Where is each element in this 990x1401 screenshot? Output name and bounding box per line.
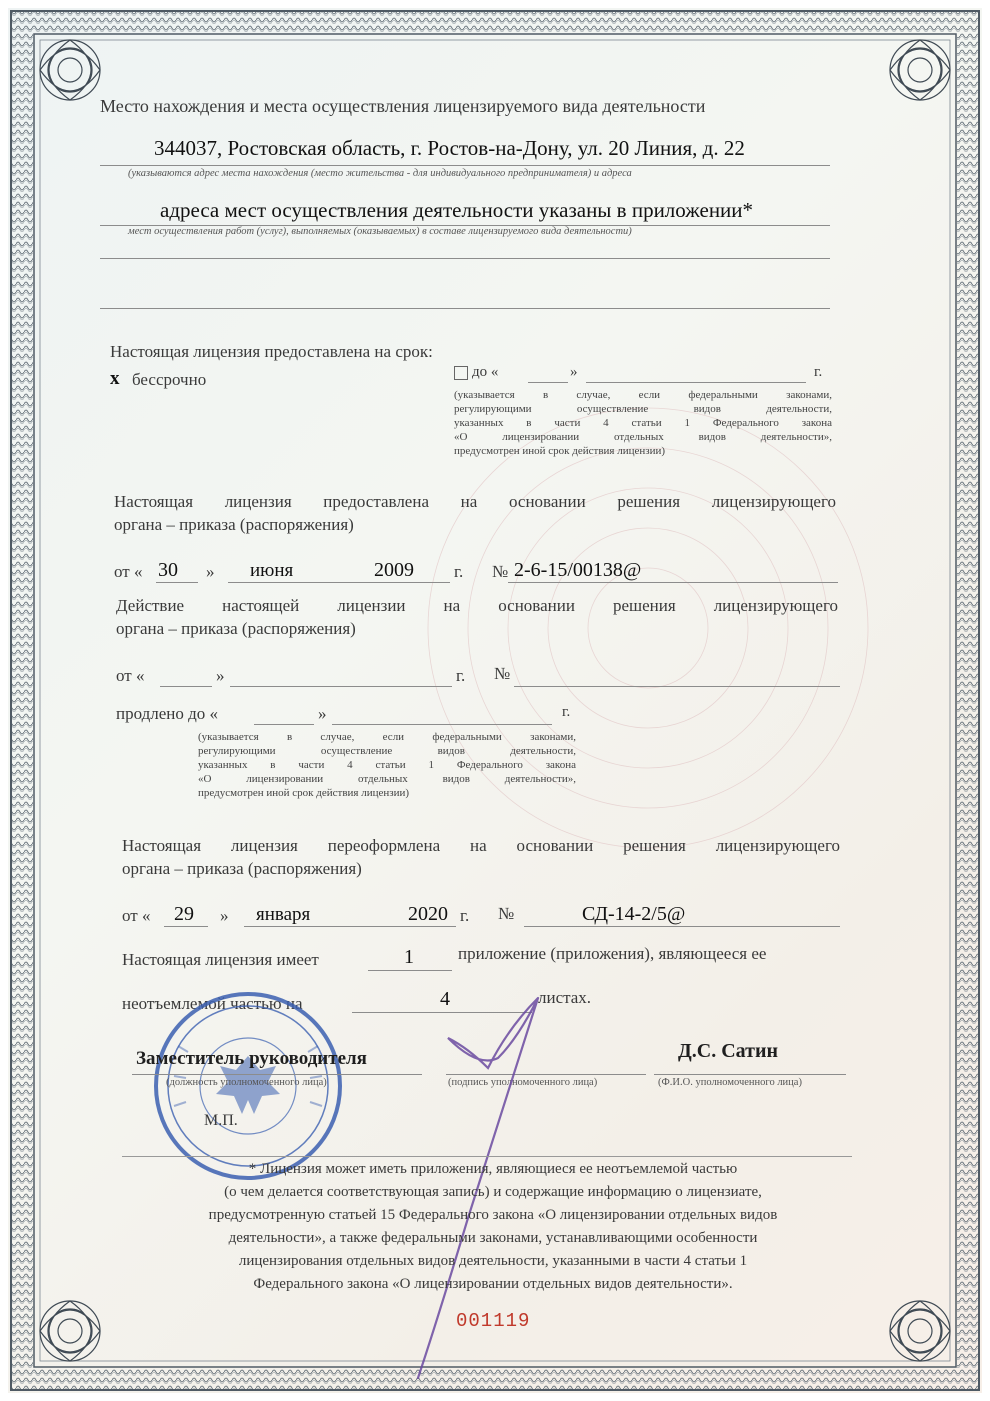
appendix-suffix: приложение (приложения), являющееся ее — [458, 944, 767, 963]
appendix-count: 1 — [404, 946, 414, 968]
basis-from-label: от « — [114, 562, 143, 581]
term-until-prefix: до « — [472, 364, 499, 380]
address-rule — [100, 165, 830, 166]
signature-position-rule — [132, 1074, 422, 1075]
reissue-line2: органа – приказа (распоряжения) — [122, 859, 362, 878]
corner-ornament-bl — [40, 1301, 100, 1361]
footnote-line: (о чем делается соответствующая запись) и содержащие информацию о лицензиате, — [224, 1184, 762, 1200]
activity-places-caption: мест осуществления работ (услуг), выполняемых (оказываемых) в составе лицензируемого вида деятельности) — [128, 226, 632, 237]
reissue-line1: Настоящая лицензия переоформлена на основании решения лицензирующего — [122, 836, 840, 855]
extension-number-label: № — [494, 664, 511, 683]
footnote-line: * Лицензия может иметь приложения, являющиеся ее неотъемлемой частью — [248, 1161, 738, 1177]
extension-year-suffix: г. — [456, 666, 466, 685]
term-note-line: указанных в части 4 статьи 1 Федерального закона — [454, 417, 832, 429]
basis-number-rule — [508, 582, 838, 583]
footnote-line: деятельности», а также федеральными законами, устанавливающими особенности — [228, 1230, 758, 1246]
basis-day-rule — [156, 582, 198, 583]
extension-note-line: указанных в части 4 статьи 1 Федерального закона — [198, 759, 576, 771]
basis-day-close: » — [206, 562, 215, 581]
signature-name-caption: (Ф.И.О. уполномоченного лица) — [658, 1077, 802, 1088]
signature-name-rule — [654, 1074, 846, 1075]
footnote-line: Федерального закона «О лицензировании отдельных видов деятельности». — [253, 1276, 733, 1292]
appendix-prefix: Настоящая лицензия имеет — [122, 950, 319, 969]
blank-rule-2 — [100, 308, 830, 309]
extension-note-line: регулирующими осуществление видов деятельности, — [198, 745, 576, 757]
header-title: Место нахождения и места осуществления лицензируемого вида деятельности — [100, 96, 706, 116]
address-caption: (указываются адрес места нахождения (место жительства - для индивидуального предпринимателя) и адреса — [128, 168, 632, 179]
extension-from-label: от « — [116, 666, 145, 685]
term-note — [454, 388, 832, 458]
extension-number-rule — [514, 686, 840, 687]
term-note-line: регулирующими осуществление видов деятельности, — [454, 403, 832, 415]
footnote — [128, 1158, 858, 1296]
term-until-checkbox — [454, 366, 468, 380]
footnote-line: предусмотренную статьей 15 Федерального закона «О лицензировании отдельных видов — [208, 1207, 778, 1223]
term-indefinite-label: бессрочно — [132, 370, 207, 389]
term-note-line: «О лицензировании отдельных видов деятельности», — [454, 431, 832, 443]
extension-day-rule — [160, 686, 212, 687]
extension-line2: органа – приказа (распоряжения) — [116, 619, 356, 638]
reissue-day-rule — [164, 926, 208, 927]
term-until-rule — [586, 382, 806, 383]
extension-note-line: (указывается в случае, если федеральными законами, — [198, 731, 576, 743]
extension-note — [198, 730, 576, 800]
reissue-month: января — [256, 904, 311, 925]
serial-number: 001119 — [456, 1310, 531, 1332]
reissue-number: СД-14-2/5@ — [582, 903, 686, 925]
basis-year: 2009 — [374, 559, 414, 581]
term-check-mark: х — [110, 368, 120, 389]
extension-note-line: «О лицензировании отдельных видов деятельности», — [198, 773, 576, 785]
term-year-suffix: г. — [814, 364, 823, 380]
corner-ornament-tl — [40, 40, 100, 100]
extension-extended-close: » — [318, 704, 327, 723]
blank-rule-1 — [100, 258, 830, 259]
extension-extended-year-suffix: г. — [562, 704, 571, 720]
term-heading: Настоящая лицензия предоставлена на срок: — [110, 342, 433, 361]
signature-name: Д.С. Сатин — [678, 1040, 778, 1062]
term-until-day-rule — [528, 382, 568, 383]
basis-line2: органа – приказа (распоряжения) — [114, 515, 354, 534]
reissue-number-label: № — [498, 904, 515, 923]
appendix-sheets: 4 — [440, 988, 450, 1010]
extension-extended-rule — [332, 724, 552, 725]
extension-extended-label: продлено до « — [116, 704, 219, 723]
corner-ornament-br — [890, 1301, 950, 1361]
term-until-close: » — [570, 364, 578, 380]
reissue-from-label: от « — [122, 906, 151, 925]
signature-caption: (подпись уполномоченного лица) — [448, 1077, 598, 1088]
license-page — [8, 8, 982, 1393]
basis-number-label: № — [492, 562, 509, 581]
extension-line1: Действие настоящей лицензии на основании решения лицензирующего — [116, 596, 838, 615]
basis-date-rule — [228, 582, 450, 583]
stamp-place-label: М.П. — [204, 1112, 238, 1129]
signature-position: Заместитель руководителя — [136, 1048, 367, 1069]
appendix-line2-prefix: неотъемлемой частью на — [122, 994, 303, 1013]
signature-position-caption: (должность уполномоченного лица) — [166, 1077, 327, 1088]
extension-extended-day-rule — [254, 724, 314, 725]
basis-day: 30 — [158, 559, 178, 581]
appendix-line2-suffix: листах. — [538, 988, 592, 1007]
basis-month: июня — [250, 560, 294, 581]
reissue-day: 29 — [174, 903, 194, 925]
extension-from-close: » — [216, 666, 225, 685]
basis-line1: Настоящая лицензия предоставлена на основании решения лицензирующего — [114, 492, 836, 511]
activity-places-value: адреса мест осуществления деятельности указаны в приложении* — [160, 198, 754, 222]
reissue-date-rule — [244, 926, 456, 927]
term-note-line: предусмотрен иной срок действия лицензии) — [454, 445, 666, 457]
basis-number: 2-6-15/00138@ — [514, 559, 642, 581]
reissue-year: 2020 — [408, 903, 448, 925]
footnote-separator — [122, 1156, 852, 1157]
term-note-line: (указывается в случае, если федеральными законами, — [454, 389, 832, 401]
address-value: 344037, Ростовская область, г. Ростов-на-Дону, ул. 20 Линия, д. 22 — [154, 136, 745, 160]
reissue-year-suffix: г. — [460, 906, 470, 925]
basis-year-suffix: г. — [454, 562, 464, 581]
extension-date-rule — [230, 686, 452, 687]
extension-note-line: предусмотрен иной срок действия лицензии) — [198, 787, 410, 799]
corner-ornament-tr — [890, 40, 950, 100]
reissue-day-close: » — [220, 906, 229, 925]
footnote-line: лицензирования отдельных видов деятельности, указанными в части 4 статьи 1 — [238, 1253, 748, 1269]
reissue-number-rule — [524, 926, 840, 927]
